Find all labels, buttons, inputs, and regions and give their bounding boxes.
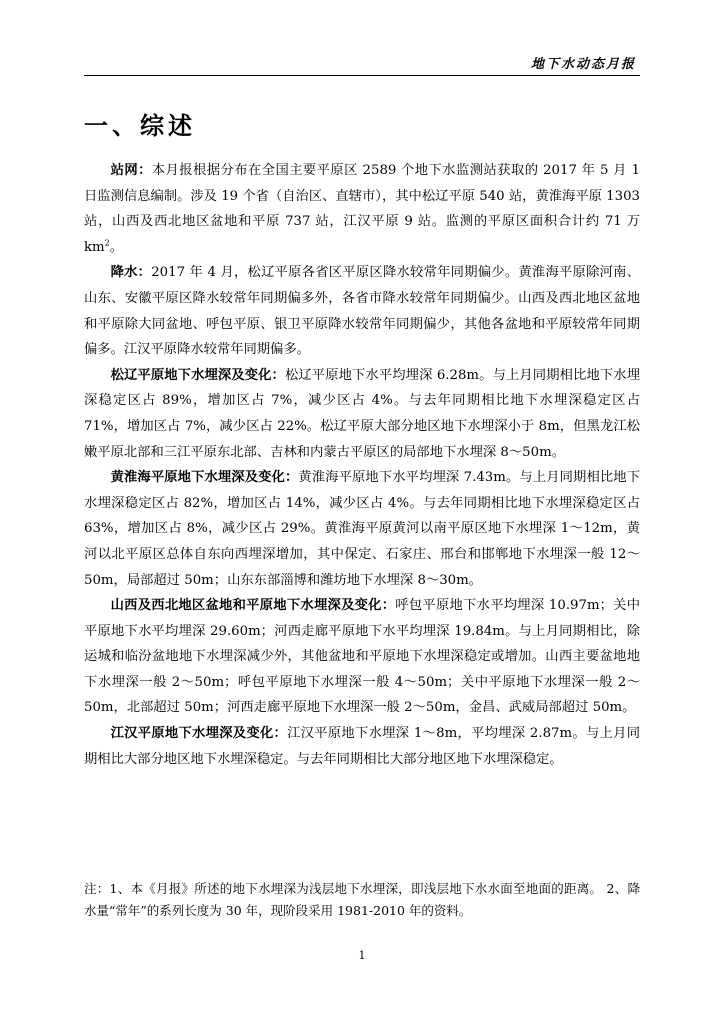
- paragraph-term: 站网：: [110, 163, 152, 178]
- section-heading: 一、综述: [84, 112, 196, 140]
- paragraph-station-network: [84, 158, 640, 260]
- header-rule: [84, 75, 640, 76]
- page-number: 1: [358, 949, 366, 962]
- paragraph-songliao: [84, 363, 640, 465]
- paragraph-term: 江汉平原地下水埋深及变化：: [110, 726, 288, 742]
- paragraph-huanghuaihai: [84, 465, 640, 593]
- paragraph-precipitation: [84, 260, 640, 362]
- paragraph-jianghan: [84, 721, 640, 772]
- paragraph-text: 本月报根据分布在全国主要平原区 2589 个地下水监测站获取的 2017 年 5 月 1 日监测信息编制。涉及 19 个省（自治区、直辖市），其中松辽平原 540 站，黄淮海平原 1303 站，山西及西北地区盆地和平原 737 站，江汉平原 9 站。监测的平原区面积合计约 71 万 km: [84, 163, 641, 255]
- paragraph-tail: 。: [109, 239, 124, 255]
- paragraph-term: 山西及西北地区盆地和平原地下水埋深及变化：: [110, 598, 396, 614]
- paragraph-text: 2017 年 4 月，松辽平原各省区平原区降水较常年同期偏少。黄淮海平原除河南、山东、安徽平原区降水较常年同期偏多外，各省市降水较常年同期偏少。山西及西北地区盆地和平原除大同盆地、呼包平原、银卫平原降水较常年同期偏少，其他各盆地和平原较常年同期偏多。江汉平原降水较常年同期偏多。: [84, 265, 640, 358]
- paragraph-text: 呼包平原地下水平均埋深 10.97m；关中平原地下水平均埋深 29.60m；河西走廊平原地下水平均埋深 19.84m。与上月同期相比，除运城和临汾盆地地下水埋深减少外，其他盆地和平原地下水埋深稳定或增加。山西主要盆地地下水埋深一般 2～50m；呼包平原地下水埋深一般 4～50m；关中平原地下水埋深一般 2～50m，北部超过 50m；河西走廊平原地下水埋深一般 2～50m，金昌、武威局部超过 50m。: [84, 598, 640, 716]
- paragraph-text: 松辽平原地下水平均埋深 6.28m。与上月同期相比地下水埋深稳定区占 89%，增加区占 7%，减少区占 4%。与去年同期相比地下水埋深稳定区占 71%，增加区占 7%，减少区占 22%。松辽平原大部分地区地下水埋深小于 8m，但黑龙江松嫩平原北部和三江平原东北部、吉林和内蒙古平原区的局部地下水埋深 8～50m。: [84, 367, 640, 460]
- paragraph-text: 江汉平原地下水埋深 1～8m，平均埋深 2.87m。与上月同期相比大部分地区地下水埋深稳定。与去年同期相比大部分地区地下水埋深稳定。: [84, 726, 640, 767]
- paragraph-term: 黄淮海平原地下水埋深及变化：: [110, 470, 299, 486]
- paragraph-text: 黄淮海平原地下水平均埋深 7.43m。与上月同期相比地下水埋深稳定区占 82%，增加区占 14%，减少区占 4%。与去年同期相比地下水埋深稳定区占 63%，增加区占 8%，减少区占 29%。黄淮海平原黄河以南平原区地下水埋深 1～12m，黄河以北平原区总体自东向西埋深增加，其中保定、石家庄、邢台和邯郸地下水埋深一般 12～50m，局部超过 50m；山东东部淄博和潍坊地下水埋深 8～30m。: [84, 470, 640, 588]
- paragraph-term: 松辽平原地下水埋深及变化：: [110, 367, 285, 383]
- body-text: [84, 158, 640, 772]
- paragraph-term: 降水：: [110, 265, 152, 281]
- running-header-title: 地下水动态月报: [530, 57, 636, 72]
- paragraph-shanxi-northwest: [84, 593, 640, 721]
- superscript: 2: [104, 238, 110, 248]
- footnote: 注：1、本《月报》所述的地下水埋深为浅层地下水埋深，即浅层地下水水面至地面的距离。 2、降水量“常年”的系列长度为 30 年，现阶段采用 1981-2010 年的资料。: [84, 881, 640, 918]
